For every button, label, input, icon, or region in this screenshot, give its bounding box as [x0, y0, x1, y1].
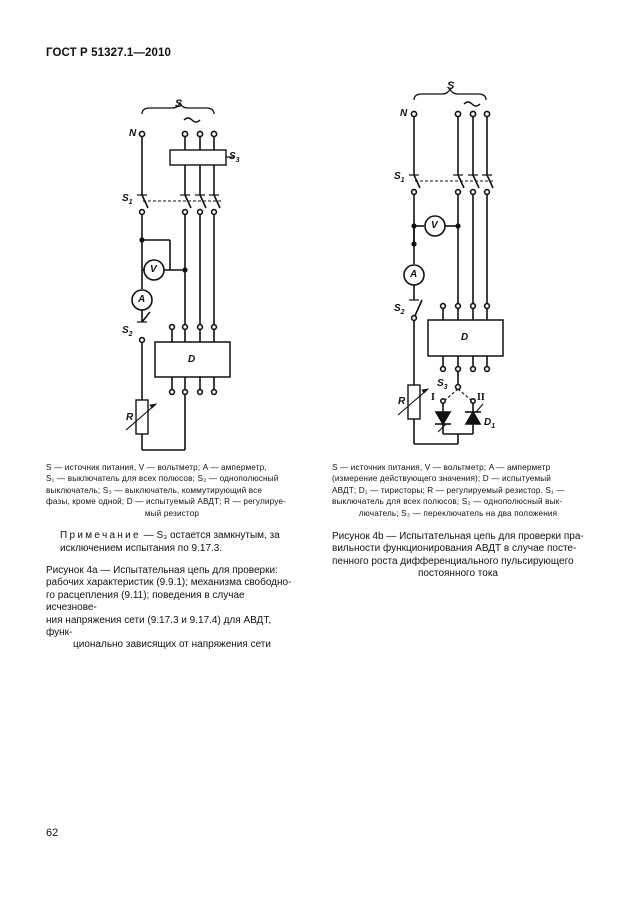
- label-S3: $S_3$: [437, 378, 448, 391]
- legend-line: S — источник питания, V — вольтметр; A — амперметр: [332, 463, 551, 472]
- caption-line: Рисунок 4b — Испытательная цепь для проверки пра-: [332, 531, 584, 542]
- legend-line: (измерение действующего значения); D — испытуемый: [332, 474, 551, 484]
- legend-line: фазы, кроме одной; D — испытуемый АВДТ; R — регулируе-: [46, 497, 286, 507]
- label-neutral-N: N: [400, 108, 408, 119]
- thyristors-D1: $D_1$: [484, 417, 496, 430]
- position-I: I: [431, 392, 435, 403]
- note-label: Примечание: [60, 530, 141, 541]
- caption-line: пенного роста дифференциального пульсирующего: [332, 555, 574, 567]
- device-D: D: [188, 354, 196, 365]
- legend-line: выключатель для всех полюсов; S₂ — однополюсный вык-: [332, 497, 563, 507]
- legend-line: лючатель; S₃ — переключатель на два положения: [358, 508, 558, 518]
- caption-line: Рисунок 4a — Испытательная цепь для проверки:: [46, 565, 278, 576]
- legend-4b: [332, 462, 584, 519]
- note-4a: [60, 530, 300, 555]
- caption-line: вильности функционирования АВДТ в случае посте-: [332, 543, 577, 555]
- legend-4a: [46, 462, 298, 519]
- resistor-R: R: [126, 412, 134, 423]
- page-number: 62: [46, 827, 59, 839]
- label-S3: $S_3$: [229, 151, 240, 164]
- label-source-S: S: [175, 98, 183, 110]
- legend-line: мый резистор: [144, 508, 200, 518]
- caption-4b: [332, 531, 584, 581]
- legend-line: S — источник питания, V — вольтметр; A — амперметр,: [46, 463, 267, 472]
- document-header: ГОСТ Р 51327.1—2010: [46, 47, 171, 59]
- note-text: — S₃ остается замкнутым, за исключением испытания по 9.17.3.: [60, 530, 280, 554]
- resistor-R: R: [398, 396, 406, 407]
- caption-line: постоянного тока: [418, 568, 498, 580]
- legend-line: S₁ — выключатель для всех полюсов; S₂ — однополюсный: [46, 474, 279, 484]
- label-source-S: S: [447, 80, 455, 92]
- voltmeter-V: V: [150, 264, 157, 275]
- caption-line: рабочих характеристик (9.9.1); механизма свободно-: [46, 577, 292, 589]
- ammeter-A: A: [410, 269, 418, 280]
- label-S2: $S_2$: [394, 303, 405, 316]
- label-S1: $S_1$: [394, 171, 405, 184]
- caption-line: ния напряжения сети (9.17.3 и 9.17.4) для АВДТ, функ-: [46, 614, 272, 639]
- label-neutral-N: N: [129, 128, 137, 139]
- label-S2: $S_2$: [122, 325, 133, 338]
- position-II: II: [477, 392, 485, 403]
- ammeter-A: A: [138, 294, 146, 305]
- caption-line: ционально зависящих от напряжения сети: [73, 639, 271, 651]
- label-S1: $S_1$: [122, 193, 133, 206]
- caption-line: го расцепления (9.11); поведения в случае исчезнове-: [46, 589, 245, 614]
- voltmeter-V: V: [431, 220, 438, 231]
- device-D: D: [461, 332, 469, 343]
- caption-4a: [46, 565, 298, 652]
- legend-line: АВДТ; D₁ — тиристоры; R — регулируемый резистор. S₁ —: [332, 485, 565, 495]
- legend-line: выключатель; S₃ — выключатель, коммутирующий все: [46, 485, 263, 495]
